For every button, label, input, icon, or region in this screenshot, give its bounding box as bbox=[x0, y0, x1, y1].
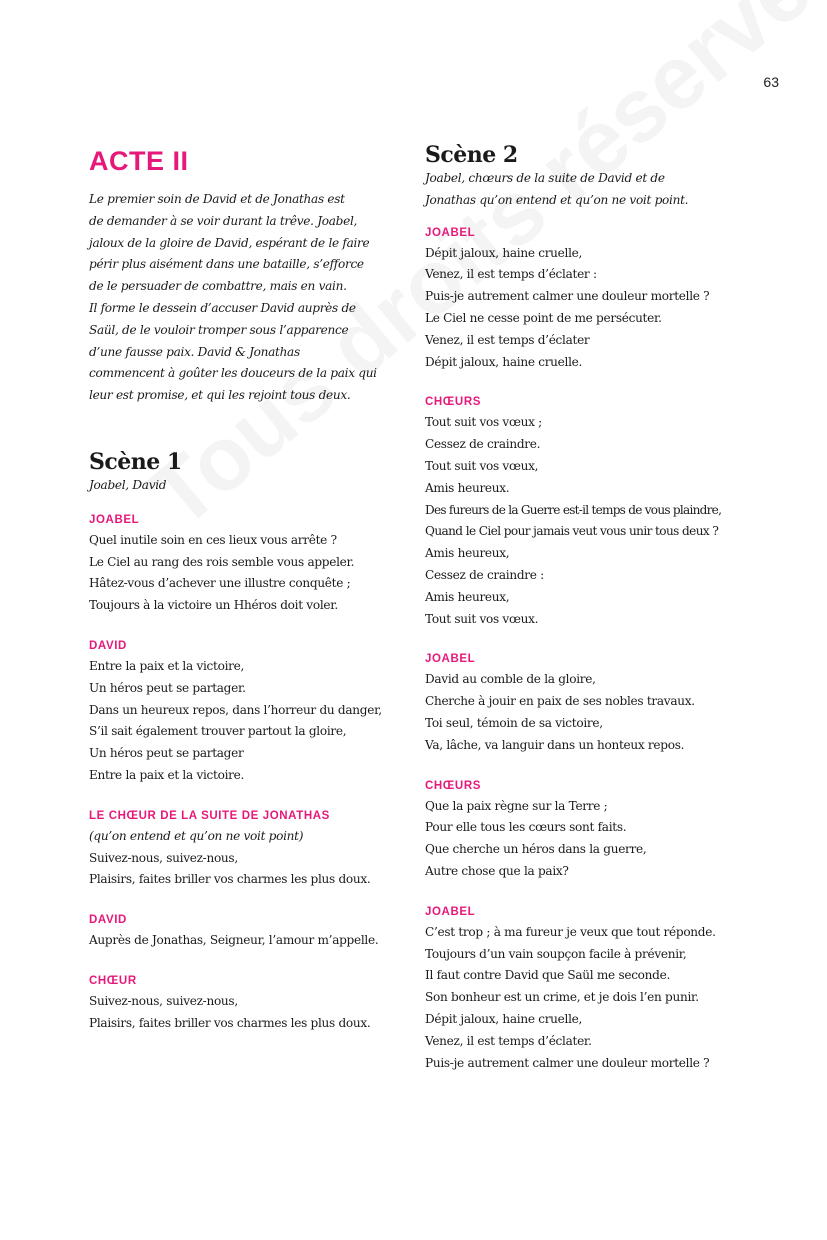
verse-line: Auprès de Jonathas, Seigneur, l’amour m’appelle. bbox=[89, 933, 379, 948]
synopsis-line: commencent à goûter les douceurs de la paix qui bbox=[89, 366, 377, 381]
verse-line: Cherche à jouir en paix de ses nobles travaux. bbox=[425, 694, 695, 709]
verse-line: Tout suit vos vœux ; bbox=[425, 415, 542, 430]
stage-direction: (qu’on entend et qu’on ne voit point) bbox=[89, 828, 304, 843]
scene-2-cast: Jonathas qu’on entend et qu’on ne voit point. bbox=[425, 192, 689, 207]
verse-line: Entre la paix et la victoire, bbox=[89, 658, 245, 673]
verse-line: Suivez-nous, suivez-nous, bbox=[89, 993, 238, 1008]
speaker-name: JOABEL bbox=[89, 513, 140, 526]
verse-line: Va, lâche, va languir dans un honteux repos. bbox=[425, 737, 685, 752]
verse-line: Un héros peut se partager bbox=[89, 746, 244, 761]
verse-line: Quel inutile soin en ces lieux vous arrête ? bbox=[89, 532, 337, 547]
dialogue-block bbox=[89, 807, 409, 891]
verse-line: Venez, il est temps d’éclater bbox=[425, 332, 590, 347]
synopsis-line: d’une fausse paix. David & Jonathas bbox=[89, 344, 300, 359]
speaker-name: CHŒURS bbox=[425, 779, 481, 792]
speaker-name: DAVID bbox=[89, 639, 127, 652]
speaker-name: CHŒURS bbox=[425, 396, 481, 409]
synopsis-line: périr plus aisément dans une bataille, s’efforce bbox=[89, 257, 364, 272]
synopsis-line: leur est promise, et qui les rejoint tous deux. bbox=[89, 388, 351, 403]
verse-line: Hâtez-vous d’achever une illustre conquête ; bbox=[89, 576, 351, 591]
verse-line: Entre la paix et la victoire. bbox=[89, 767, 245, 782]
verse-line: Suivez-nous, suivez-nous, bbox=[89, 850, 238, 865]
left-column bbox=[89, 142, 409, 1035]
dialogue-block bbox=[425, 650, 765, 756]
verse-line: Venez, il est temps d’éclater : bbox=[425, 267, 597, 282]
verse-line: Toujours à la victoire un Hhéros doit voler. bbox=[89, 598, 338, 613]
verse-line: Plaisirs, faites briller vos charmes les plus doux. bbox=[89, 872, 371, 887]
verse-line: Puis-je autrement calmer une douleur mortelle ? bbox=[425, 1055, 710, 1070]
verse-line: Plaisirs, faites briller vos charmes les plus doux. bbox=[89, 1015, 371, 1030]
verse-line: Amis heureux, bbox=[425, 546, 510, 561]
dialogue-block bbox=[425, 903, 765, 1075]
verse-line: Venez, il est temps d’éclater. bbox=[425, 1033, 592, 1048]
verse-line: Le Ciel au rang des rois semble vous appeler. bbox=[89, 554, 355, 569]
verse-line: Le Ciel ne cesse point de me persécuter. bbox=[425, 310, 662, 325]
act-synopsis bbox=[89, 189, 409, 407]
scene-1-title: Scène 1 bbox=[89, 448, 182, 475]
dialogue-block bbox=[89, 511, 409, 617]
scene-2-cast: Joabel, chœurs de la suite de David et de bbox=[425, 171, 665, 185]
verse-line: Pour elle tous les cœurs sont faits. bbox=[425, 820, 627, 835]
verse-line: Que la paix règne sur la Terre ; bbox=[425, 798, 608, 813]
verse-line: Dépit jaloux, haine cruelle, bbox=[425, 245, 583, 260]
verse-line: Des fureurs de la Guerre est-il temps de vous plaindre, bbox=[425, 502, 722, 517]
synopsis-line: jaloux de la gloire de David, espérant de le faire bbox=[89, 235, 370, 250]
dialogue-block bbox=[425, 224, 765, 374]
verse-line: Puis-je autrement calmer une douleur mortelle ? bbox=[425, 289, 710, 304]
verse-line: Autre chose que la paix? bbox=[425, 863, 569, 878]
verse-line: Un héros peut se partager. bbox=[89, 680, 246, 695]
speaker-name: CHŒUR bbox=[89, 974, 137, 987]
verse-line: Amis heureux. bbox=[425, 480, 510, 495]
verse-line: Cessez de craindre. bbox=[425, 437, 541, 452]
dialogue-block bbox=[89, 972, 409, 1035]
act-title: ACTE II bbox=[89, 146, 189, 176]
synopsis-line: Saül, de le vouloir tromper sous l’apparence bbox=[89, 322, 349, 337]
verse-line: Tout suit vos vœux, bbox=[425, 458, 539, 473]
verse-line: Il faut contre David que Saül me seconde. bbox=[425, 968, 670, 983]
scene-1-cast: Joabel, David bbox=[89, 477, 167, 492]
verse-line: Dépit jaloux, haine cruelle, bbox=[425, 1011, 583, 1026]
synopsis-line: Il forme le dessein d’accuser David auprès de bbox=[89, 300, 356, 315]
verse-line: Quand le Ciel pour jamais veut vous unir tous deux ? bbox=[425, 524, 719, 539]
verse-line: Tout suit vos vœux. bbox=[425, 611, 539, 626]
speaker-name: JOABEL bbox=[425, 905, 476, 918]
scene-2-title: Scène 2 bbox=[425, 142, 518, 168]
verse-line: Toujours d’un vain soupçon facile à prévenir, bbox=[425, 946, 687, 961]
speaker-name: JOABEL bbox=[425, 226, 476, 239]
verse-line: David au comble de la gloire, bbox=[425, 672, 596, 687]
right-column bbox=[425, 142, 765, 1074]
verse-line: C’est trop ; à ma fureur je veux que tout réponde. bbox=[425, 924, 716, 939]
verse-line: Amis heureux, bbox=[425, 589, 510, 604]
speaker-name: DAVID bbox=[89, 914, 127, 927]
verse-line: Que cherche un héros dans la guerre, bbox=[425, 842, 647, 857]
verse-line: Dans un heureux repos, dans l’horreur du danger, bbox=[89, 702, 382, 717]
verse-line: S’il sait également trouver partout la gloire, bbox=[89, 724, 347, 739]
speaker-name: LE CHŒUR DE LA SUITE DE JONATHAS bbox=[89, 809, 330, 822]
speaker-name: JOABEL bbox=[425, 653, 476, 666]
verse-line: Cessez de craindre : bbox=[425, 567, 544, 582]
verse-line: Dépit jaloux, haine cruelle. bbox=[425, 354, 583, 369]
synopsis-line: Le premier soin de David et de Jonathas est bbox=[89, 192, 345, 206]
dialogue-block bbox=[425, 393, 765, 630]
dialogue-block bbox=[89, 637, 409, 787]
dialogue-block bbox=[425, 777, 765, 883]
dialogue-block bbox=[89, 911, 409, 952]
synopsis-line: de le persuader de combattre, mais en vain. bbox=[89, 279, 347, 294]
synopsis-line: de demander à se voir durant la trêve. Joabel, bbox=[89, 213, 358, 228]
verse-line: Son bonheur est un crime, et je dois l’en punir. bbox=[425, 990, 699, 1005]
page-number: 63 bbox=[763, 74, 779, 90]
verse-line: Toi seul, témoin de sa victoire, bbox=[425, 715, 603, 730]
